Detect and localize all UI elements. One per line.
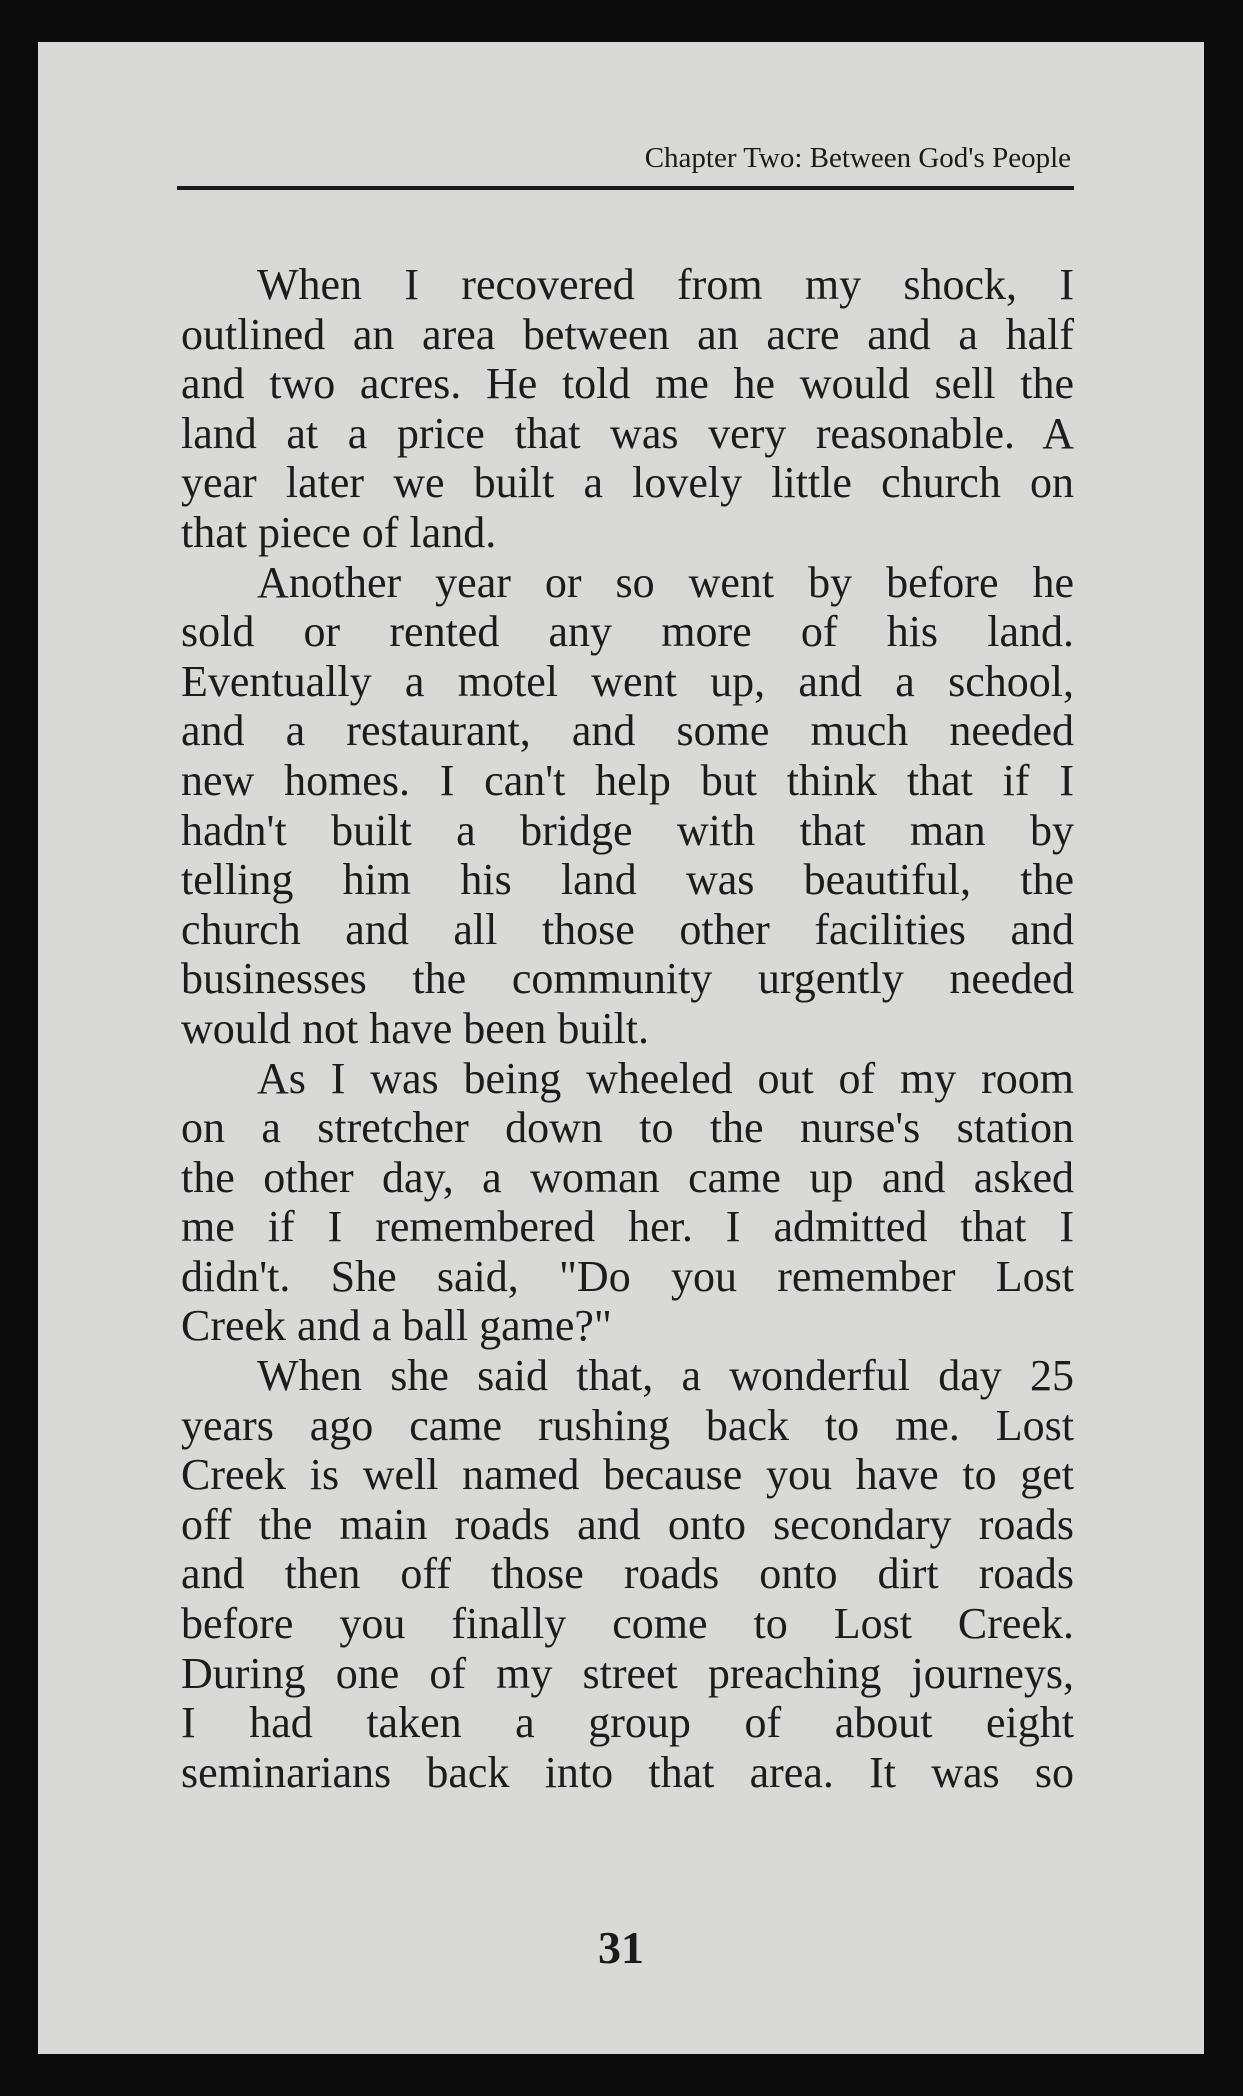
text-line: me if I remembered her. I admitted that I: [181, 1202, 1074, 1252]
text-line: land at a price that was very reasonable. A: [181, 408, 1074, 458]
text-line: telling him his land was beautiful, the: [181, 855, 1074, 905]
text-line: would not have been built.: [181, 1003, 650, 1053]
text-line: During one of my street preaching journeys,: [181, 1648, 1074, 1698]
text-line: When I recovered from my shock, I: [257, 260, 1074, 309]
text-line: When she said that, a wonderful day 25: [257, 1351, 1074, 1401]
text-line: before you finally come to Lost Creek.: [181, 1599, 1074, 1649]
text-line: years ago came rushing back to me. Lost: [181, 1400, 1074, 1450]
body-text: [181, 260, 1074, 1797]
text-line: and a restaurant, and some much needed: [181, 706, 1074, 756]
text-line: that piece of land.: [181, 507, 497, 557]
text-line: seminarians back into that area. It was so: [181, 1747, 1074, 1797]
running-head-title: Chapter Two: Between God's People: [644, 142, 1071, 174]
text-line: Eventually a motel went up, and a school,: [181, 656, 1074, 706]
text-line: businesses the community urgently needed: [181, 954, 1074, 1004]
text-line: and two acres. He told me he would sell the: [181, 359, 1074, 409]
header-rule: [177, 186, 1074, 190]
text-line: year later we built a lovely little church on: [181, 458, 1074, 508]
text-line: didn't. She said, "Do you remember Lost: [181, 1251, 1074, 1301]
text-line: and then off those roads onto dirt roads: [181, 1549, 1074, 1599]
text-line: the other day, a woman came up and asked: [181, 1152, 1074, 1202]
book-page: [38, 42, 1204, 2054]
text-line: church and all those other facilities and: [181, 904, 1074, 954]
running-head: [38, 142, 1204, 182]
text-line: As I was being wheeled out of my room: [257, 1053, 1074, 1103]
text-line: off the main roads and onto secondary roads: [181, 1499, 1074, 1549]
text-line: Creek is well named because you have to get: [181, 1450, 1074, 1500]
text-line: I had taken a group of about eight: [181, 1698, 1074, 1748]
page-number: 31: [598, 1922, 644, 1973]
text-line: new homes. I can't help but think that if I: [181, 755, 1074, 805]
text-line: on a stretcher down to the nurse's station: [181, 1103, 1074, 1153]
text-line: Creek and a ball game?": [181, 1301, 612, 1351]
text-line: Another year or so went by before he: [257, 557, 1074, 607]
text-line: hadn't built a bridge with that man by: [181, 805, 1074, 855]
text-line: sold or rented any more of his land.: [181, 607, 1074, 657]
text-line: outlined an area between an acre and a half: [181, 309, 1074, 359]
